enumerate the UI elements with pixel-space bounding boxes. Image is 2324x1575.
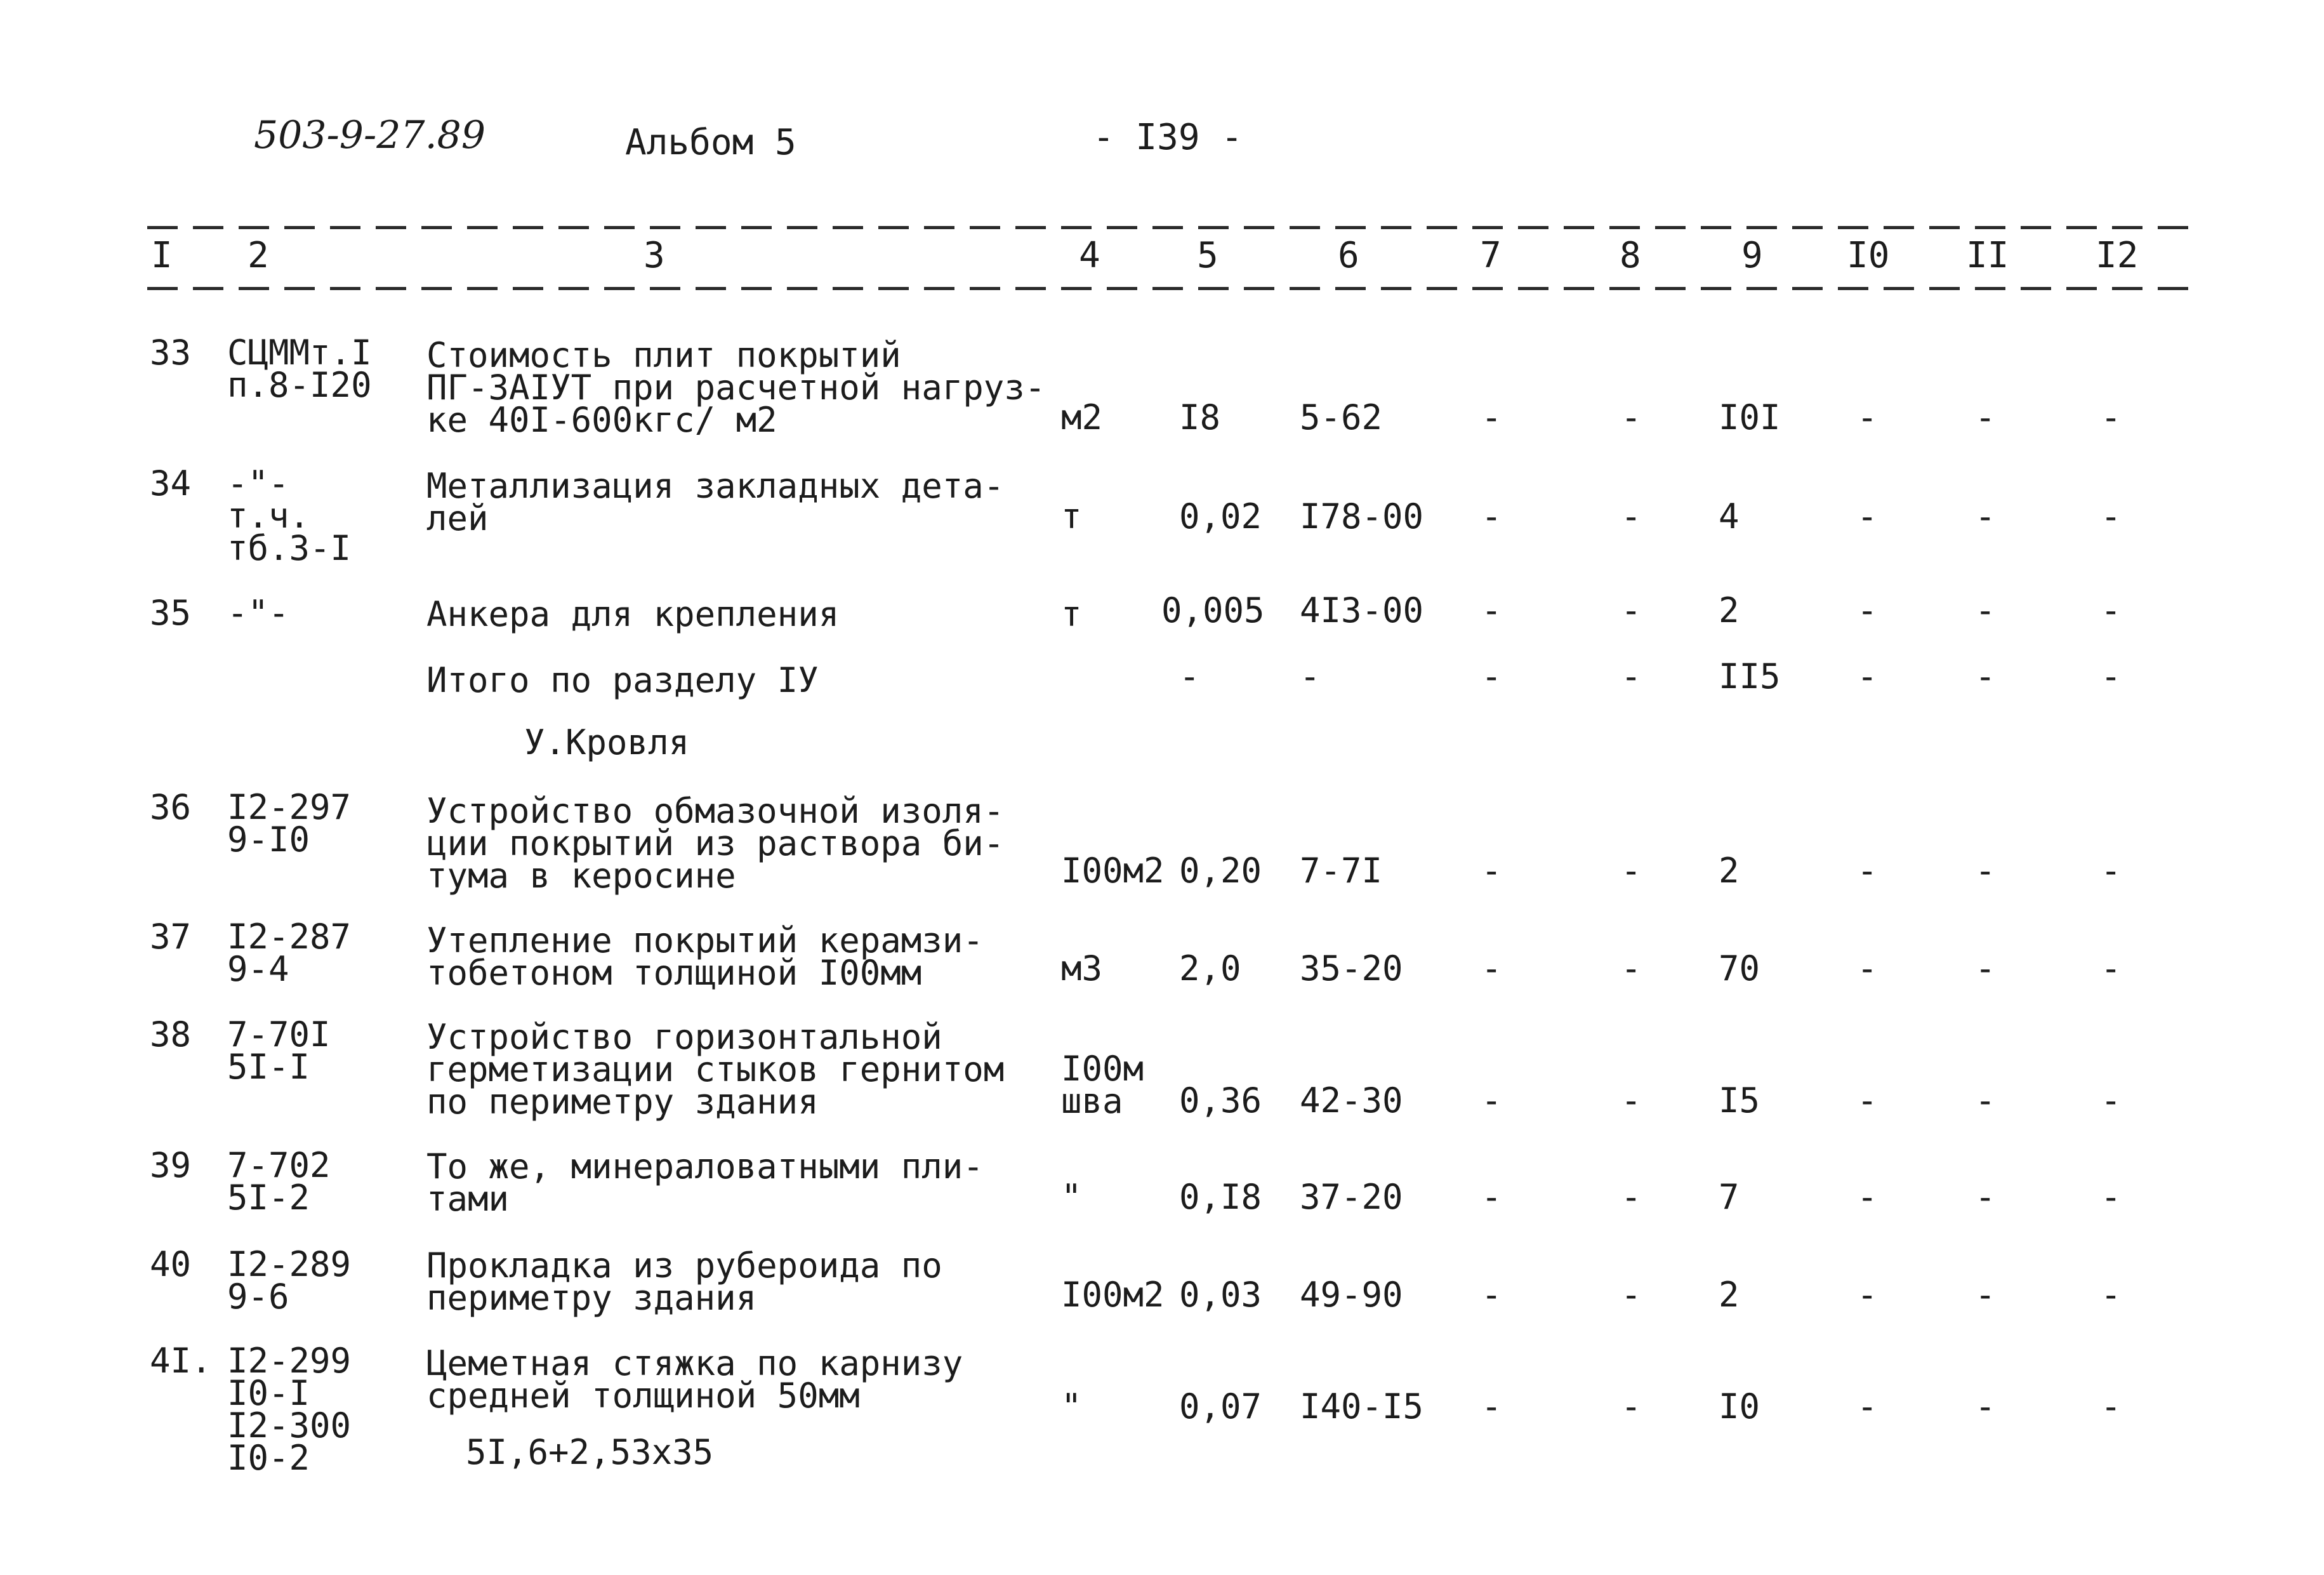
document-code: 503-9-27.89 [254,113,486,157]
row-price: 49-90 [1300,1275,1403,1315]
row-col10: - [1857,1177,1878,1217]
row-description: Стоимость плит покрытий ПГ-3АIУТ при расчетной нагруз- ке 40I-600кгс/ м2 [426,335,1046,440]
row-col9: 2 [1719,851,1740,891]
row-unit: I00м шва [1061,1049,1144,1121]
column-number: 3 [644,235,665,276]
row-col11: - [1975,590,1996,630]
row-number: 33 [150,333,192,373]
row-col10: - [1857,851,1878,891]
row-col11: - [1975,397,1996,437]
row-description: То же, минераловатными пли- тами [426,1146,984,1219]
row-col11: - [1975,496,1996,536]
row-col7: - [1481,1080,1502,1120]
row-unit: I00м2 [1061,851,1165,891]
column-number: II [1966,235,2009,276]
row-col12: - [2101,1177,2122,1217]
row-number: 34 [150,463,192,503]
row-description: Металлизация закладных дета- лей [426,466,1005,538]
row-number: 40 [150,1244,192,1284]
row-code: I2-289 9-6 [227,1244,352,1317]
row-unit: т [1061,496,1082,536]
row-col12: - [2101,496,2122,536]
row-col10: - [1857,1080,1878,1120]
table-top-rule [147,226,2203,229]
row-unit: т [1061,594,1082,634]
row-col10: - [1857,1275,1878,1315]
row-col12: - [2101,1386,2122,1426]
row-col7: - [1481,496,1502,536]
row-price: 42-30 [1300,1080,1403,1120]
row-code: -"- [227,593,289,633]
row-col8: - [1621,1080,1642,1120]
row-col7: - [1481,1275,1502,1315]
column-number: 2 [248,235,269,276]
subtotal-label: Итого по разделу IУ [426,660,819,700]
row-col7: - [1481,948,1502,988]
row-col12: - [2101,656,2122,696]
row-col8: - [1621,1275,1642,1315]
row-col11: - [1975,948,1996,988]
row-col9: I5 [1719,1080,1760,1120]
row-col7: - [1481,397,1502,437]
row-number: 36 [150,787,192,827]
column-number: I0 [1847,235,1890,276]
section-title: У.Кровля [524,722,690,762]
row-col11: - [1975,1386,1996,1426]
row-number: 35 [150,593,192,633]
row-col12: - [2101,590,2122,630]
row-price: 5-62 [1300,397,1383,437]
row-description: Утепление покрытий керамзи- тобетоном толщиной I00мм [426,920,984,993]
row-col7: - [1481,1386,1502,1426]
row-col11: - [1975,1275,1996,1315]
calculation-formula: 5I,6+2,53x35 [466,1432,714,1472]
row-price: I40-I5 [1300,1386,1424,1426]
row-col10: - [1857,496,1878,536]
row-col8: - [1621,1386,1642,1426]
row-col12: - [2101,1080,2122,1120]
column-number: 7 [1480,235,1502,276]
row-col10: - [1857,656,1878,696]
row-description: Устройство обмазочной изоля- ции покрытий из раствора би- тума в керосине [426,791,1005,896]
column-number: 5 [1197,235,1218,276]
row-col9: 2 [1719,590,1740,630]
column-number: 8 [1620,235,1641,276]
row-col8: - [1621,1177,1642,1217]
row-col11: - [1975,1080,1996,1120]
row-col11: - [1975,656,1996,696]
row-price: 4I3-00 [1300,590,1424,630]
row-quantity: 2,0 [1179,948,1241,988]
row-unit: м2 [1061,397,1103,437]
row-price: 37-20 [1300,1177,1403,1217]
column-number: I [151,235,173,276]
row-col9: I0 [1719,1386,1760,1426]
album-label: Альбом 5 [625,122,796,163]
row-col9: 2 [1719,1275,1740,1315]
row-col12: - [2101,1275,2122,1315]
row-col11: - [1975,1177,1996,1217]
row-quantity: I8 [1179,397,1221,437]
row-price: - [1300,656,1321,696]
table-header-rule [147,287,2203,290]
row-number: 4I. [150,1341,212,1381]
row-code: СЦММт.I п.8-I20 [227,333,372,405]
row-col8: - [1621,851,1642,891]
row-col10: - [1857,1386,1878,1426]
row-col7: - [1481,590,1502,630]
row-col7: - [1481,851,1502,891]
row-col9: II5 [1719,656,1781,696]
row-col9: 70 [1719,948,1760,988]
row-code: I2-297 9-I0 [227,787,352,860]
row-quantity: 0,20 [1179,851,1262,891]
column-number: 9 [1741,235,1763,276]
row-col12: - [2101,851,2122,891]
page-number: - I39 - [1093,117,1243,158]
row-unit: I00м2 [1061,1275,1165,1315]
column-number: 4 [1079,235,1100,276]
column-number: 6 [1338,235,1359,276]
row-quantity: 0,02 [1179,496,1262,536]
row-price: 35-20 [1300,948,1403,988]
row-code: 7-70I 5I-I [227,1014,331,1087]
row-col8: - [1621,948,1642,988]
row-col9: 4 [1719,496,1740,536]
row-description: Устройство горизонтальной герметизации стыков гернитом по периметру здания [426,1017,1005,1122]
row-description: Прокладка из рубероида по периметру здания [426,1246,942,1318]
row-col8: - [1621,590,1642,630]
row-col7: - [1481,656,1502,696]
row-code: I2-299 I0-I I2-300 I0-2 [227,1341,352,1478]
row-price: 7-7I [1300,851,1383,891]
row-unit: " [1061,1177,1082,1217]
row-code: I2-287 9-4 [227,917,352,989]
row-col10: - [1857,397,1878,437]
row-col9: 7 [1719,1177,1740,1217]
row-price: I78-00 [1300,496,1424,536]
row-quantity: 0,005 [1161,590,1265,630]
row-quantity: - [1179,656,1200,696]
row-col11: - [1975,851,1996,891]
row-description: Анкера для крепления [426,594,840,634]
row-number: 39 [150,1145,192,1185]
row-description: Цеметная стяжка по карнизу средней толщиной 50мм [426,1343,963,1416]
row-col10: - [1857,948,1878,988]
row-col8: - [1621,496,1642,536]
row-col7: - [1481,1177,1502,1217]
row-col8: - [1621,656,1642,696]
row-unit: " [1061,1386,1082,1426]
row-unit: м3 [1061,948,1103,988]
row-quantity: 0,07 [1179,1386,1262,1426]
row-number: 37 [150,917,192,957]
row-quantity: 0,I8 [1179,1177,1262,1217]
row-code: 7-702 5I-2 [227,1145,331,1218]
row-quantity: 0,03 [1179,1275,1262,1315]
row-quantity: 0,36 [1179,1080,1262,1120]
row-col8: - [1621,397,1642,437]
column-number: I2 [2096,235,2139,276]
row-col12: - [2101,397,2122,437]
row-number: 38 [150,1014,192,1054]
row-code: -"- т.ч. тб.3-I [227,463,352,568]
row-col10: - [1857,590,1878,630]
row-col12: - [2101,948,2122,988]
row-col9: I0I [1719,397,1781,437]
